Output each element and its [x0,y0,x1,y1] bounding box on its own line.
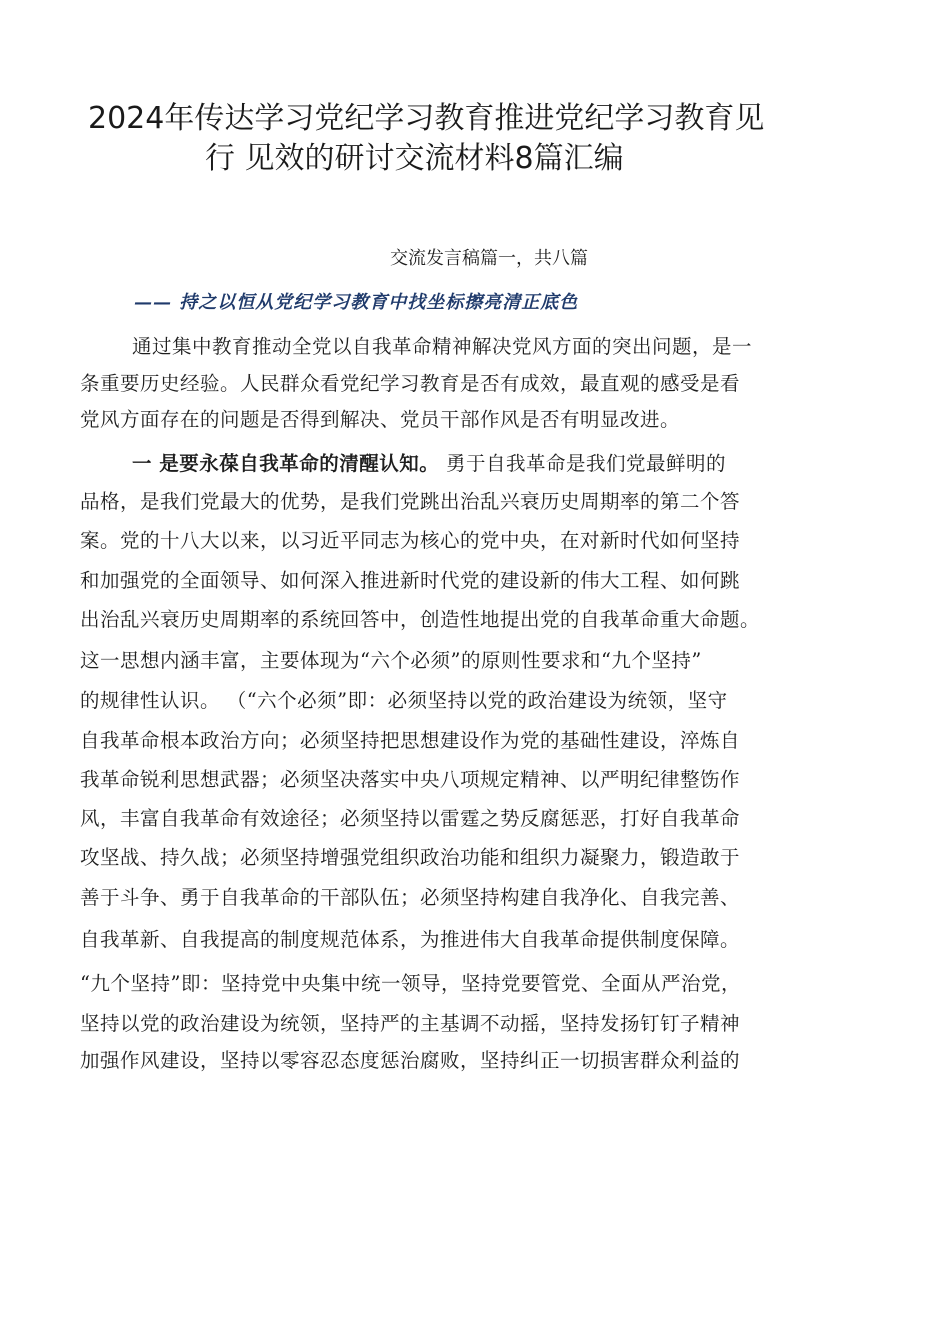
paragraph-2-line: 攻坚战、持久战；必须坚持增强党组织政治功能和组织力凝聚力，锻造敢于 [80,846,741,869]
paragraph-2-line: 加强作风建设，坚持以零容忍态度惩治腐败，坚持纠正一切损害群众利益的 [80,1049,741,1072]
document-title-line-1: 2024年传达学习党纪学习教育推进党纪学习教育见 [88,101,765,136]
paragraph-2-line: 自我革命根本政治方向；必须坚持把思想建设作为党的基础性建设，淬炼自 [80,729,741,752]
paragraph-2-first-rest: 勇于自我革命是我们党最鲜明的 [439,452,726,475]
section-subheading: 交流发言稿篇一，共八篇 [390,248,588,269]
paragraph-2-line: 案。党的十八大以来，以习近平同志为核心的党中央，在对新时代如何坚持 [80,529,741,552]
paragraph-2-line: 风，丰富自我革命有效途径；必须坚持以雷霆之势反腐惩恶，打好自我革命 [80,807,741,830]
paragraph-2-line: 坚持以党的政治建设为统领，坚持严的主基调不动摇，坚持发扬钉钉子精神 [80,1012,741,1035]
paragraph-2-first-line [132,449,726,479]
paragraph-1-line: 党风方面存在的问题是否得到解决、党员干部作风是否有明显改进。 [80,408,681,431]
paragraph-2-line: 我革命锐利思想武器；必须坚决落实中央八项规定精神、以严明纪律整饬作 [80,768,741,791]
paragraph-1-line: 通过集中教育推动全党以自我革命精神解决党风方面的突出问题，是一 [132,335,753,358]
paragraph-2-lead: 一 是要永葆自我革命的清醒认知。 [132,452,440,475]
document-title-line-2: 行 见效的研讨交流材料8篇汇编 [205,141,624,176]
paragraph-2-line: 和加强党的全面领导、如何深入推进新时代党的建设新的伟大工程、如何跳 [80,569,741,592]
paragraph-2-line: 这一思想内涵丰富，主要体现为“六个必须”的原则性要求和“九个坚持” [80,649,702,672]
paragraph-2-line: “九个坚持”即：坚持党中央集中统一领导，坚持党要管党、全面从严治党， [80,972,741,995]
paragraph-1-line: 条重要历史经验。人民群众看党纪学习教育是否有成效，最直观的感受是看 [80,372,741,395]
paragraph-2-line: 品格，是我们党最大的优势，是我们党跳出治乱兴衰历史周期率的第二个答 [80,490,741,513]
paragraph-2-line: 善于斗争、勇于自我革命的干部队伍；必须坚持构建自我净化、自我完善、 [80,886,741,909]
section-tagline: —— 持之以恒从党纪学习教育中找坐标擦亮清正底色 [134,292,579,313]
paragraph-2-line: 的规律性认识。 （“六个必须”即：必须坚持以党的政治建设为统领，坚守 [80,689,728,712]
paragraph-2-line: 出治乱兴衰历史周期率的系统回答中，创造性地提出党的自我革命重大命题。 [80,608,761,631]
paragraph-2-line: 自我革新、自我提高的制度规范体系，为推进伟大自我革命提供制度保障。 [80,928,741,951]
